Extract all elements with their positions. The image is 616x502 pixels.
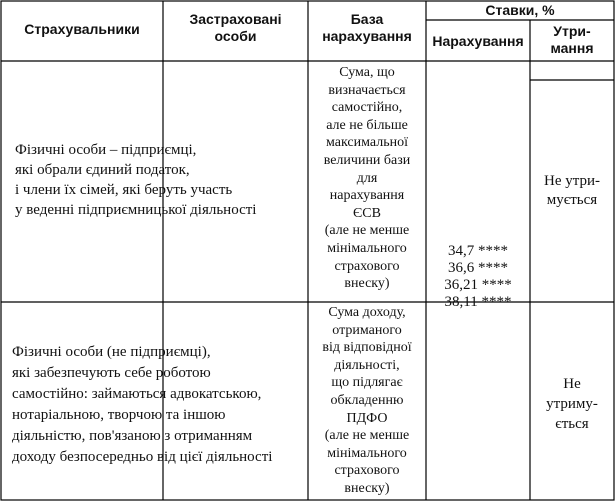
row-1-base-line: Сума, що	[339, 65, 395, 80]
row-1-base-line: визначається	[328, 82, 406, 98]
row-1-insured-line: Фізичні особи – підприємці,	[15, 142, 197, 158]
row-1-base-line: мінімального	[327, 240, 407, 256]
row-1-base-line: внеску)	[344, 276, 390, 292]
row-2-base-line: діяльності,	[334, 357, 400, 373]
row-2-base-line: ПДФО	[346, 410, 388, 426]
row-1-base-line: для	[356, 170, 378, 186]
header-insured-line-1: Застраховані	[189, 11, 282, 27]
row-2-insured-line: Фізичні особи (не підприємці),	[12, 344, 211, 360]
header-insurers: Страхувальники	[24, 21, 140, 37]
row-1-base-line: величини бази	[323, 152, 411, 168]
row-1-base-line: ЄСВ	[353, 205, 381, 221]
row-1-insured	[15, 140, 305, 220]
header-base	[308, 11, 426, 45]
row-2-insured-line: які забезпечують себе роботою	[12, 365, 211, 381]
row-1-base-line: (але не менше	[324, 223, 410, 239]
row-2-base-line: внеску)	[344, 480, 390, 496]
row-2-insured-line: доходу безпосередньо від цієї діяльності	[12, 449, 273, 465]
row-1-base-line: страхового	[334, 258, 400, 274]
accrual-rate: 38,11 ****	[444, 294, 512, 310]
row-2-base-line: обкладенню	[330, 392, 404, 408]
header-withholding-line-2: мання	[550, 40, 594, 56]
header-base-line-1: База	[350, 11, 384, 27]
row-1-base-line: максимальної	[326, 135, 408, 151]
row-2-withholding	[530, 374, 614, 434]
row-1-withholding-line: Не утри-	[543, 173, 600, 189]
header-withholding	[530, 23, 614, 57]
row-2-insured-line: самостійно: займаються адвокатською,	[12, 386, 262, 402]
header-base-line-2: нарахування	[322, 28, 412, 44]
row-1-insured-line: і члени їх сімей, які беруть участь	[15, 182, 233, 198]
header-withholding-line-1: Утри-	[553, 23, 591, 39]
row-1-base-line: нарахування	[329, 188, 405, 204]
header-accrual: Нарахування	[432, 33, 524, 49]
row-2-insured	[12, 342, 308, 468]
row-2-base-line: (але не менше	[324, 428, 410, 444]
row-2-base-line: мінімального	[327, 445, 407, 461]
row-1-insured-line: у веденні підприємницької діяльності	[15, 202, 257, 218]
accrual-rate: 34,7 ****	[448, 243, 508, 259]
accrual-rate: 36,21 ****	[444, 277, 512, 293]
row-2-withholding-line: ється	[555, 416, 589, 432]
row-2-insured-line: нотаріальною, творчою та іншою	[12, 407, 226, 423]
accrual-rates	[426, 243, 530, 311]
row-1-insured-line: які обрали єдиний податок,	[15, 162, 190, 178]
row-2-base-line: Сума доходу,	[328, 305, 406, 320]
row-1-withholding	[530, 172, 614, 210]
row-1-withholding-line: мується	[546, 192, 598, 208]
row-2-base	[308, 304, 426, 498]
header-insured-line-2: особи	[214, 28, 257, 44]
row-2-withholding-line: утриму-	[546, 396, 598, 412]
accrual-rate: 36,6 ****	[448, 260, 508, 276]
row-2-insured-line: діяльністю, пов'язаною з отриманням	[12, 428, 253, 444]
row-2-base-line: страхового	[334, 463, 400, 479]
row-2-withholding-line: Не	[563, 376, 581, 392]
row-2-base-line: отриманого	[332, 322, 402, 338]
header-insured	[163, 11, 308, 45]
row-1-base	[308, 64, 426, 293]
row-2-base-line: що підлягає	[331, 375, 403, 391]
row-1-base-line: самостійно,	[331, 100, 403, 116]
row-2-base-line: від відповідної	[322, 340, 412, 356]
row-1-base-line: але не більше	[326, 117, 408, 133]
header-rates: Ставки, %	[485, 2, 555, 18]
